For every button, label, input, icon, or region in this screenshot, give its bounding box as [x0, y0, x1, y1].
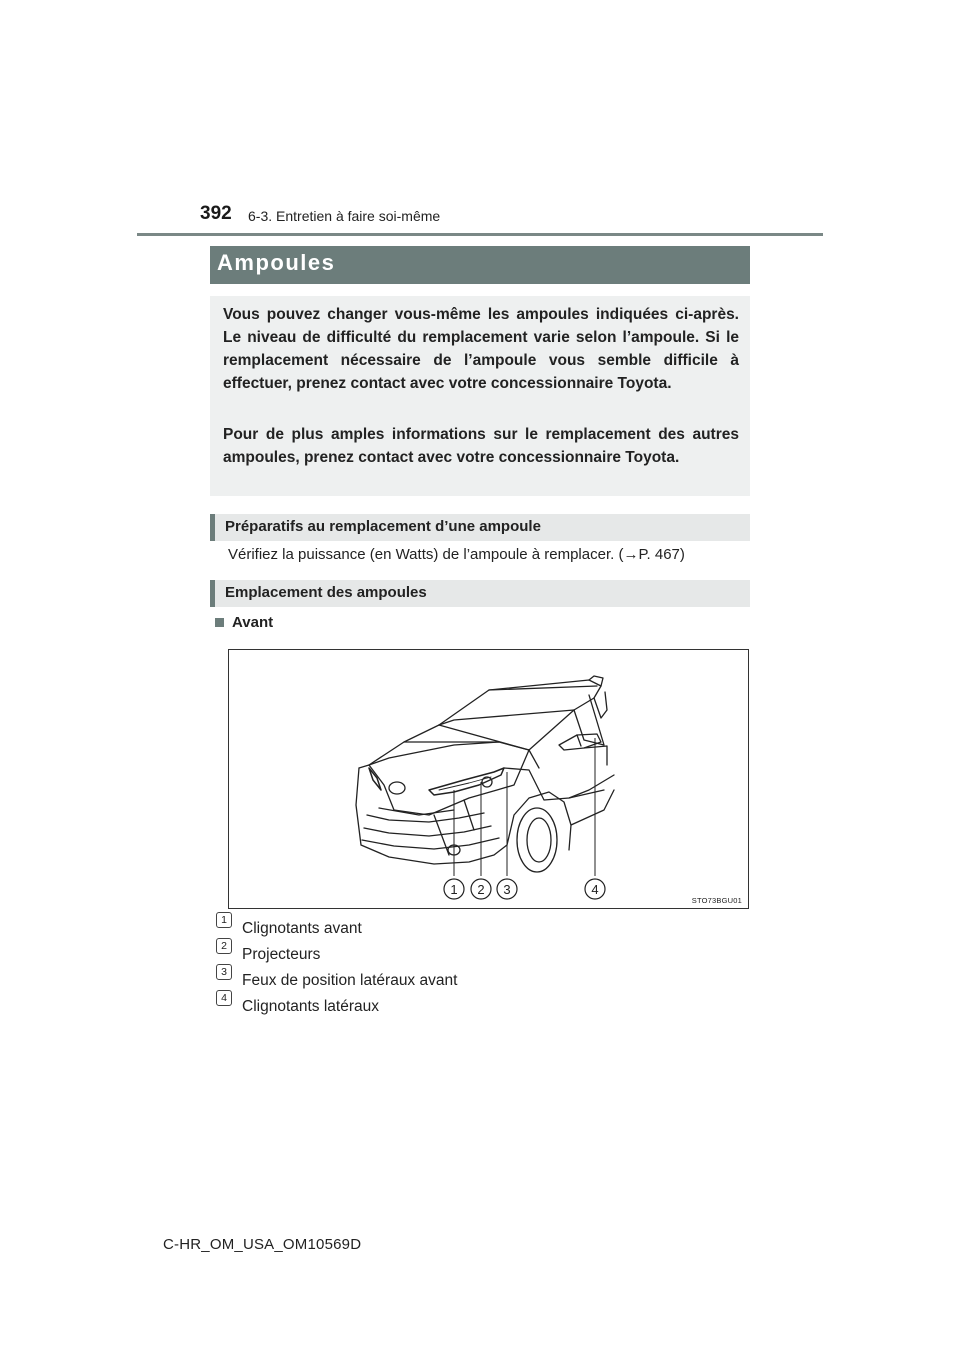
document-code-footer: C-HR_OM_USA_OM10569D	[163, 1236, 362, 1253]
intro-paragraph-1: Vous pouvez changer vous-même les ampoules indiquées ci-après. Le niveau de difficulté du remplacement varie selon l’ampoule. Si le remplacement nécessaire de l’ampoule vous semble difficile à effectuer, prenez contact avec votre concessionnaire Toyota.	[223, 306, 739, 392]
legend-label: Clignotants avant	[242, 920, 362, 937]
page-number: 392	[200, 203, 232, 224]
location-heading: Emplacement des ampoules	[225, 584, 427, 601]
subsection-avant	[215, 614, 273, 631]
intro-box	[210, 296, 750, 496]
callout-label-1: 1	[450, 882, 458, 897]
number-badge-icon: 4	[216, 990, 232, 1006]
callout-label-2: 2	[477, 882, 485, 897]
car-front-illustration	[228, 649, 749, 909]
legend-label: Clignotants latéraux	[242, 998, 379, 1015]
location-heading-bar	[210, 580, 750, 607]
car-drawing	[229, 650, 750, 910]
callout-label-3: 3	[503, 882, 511, 897]
section-breadcrumb: 6-3. Entretien à faire soi-même	[248, 208, 441, 224]
prep-heading-bar	[210, 514, 750, 541]
square-bullet-icon	[215, 618, 224, 627]
legend-label: Feux de position latéraux avant	[242, 972, 458, 989]
page-title: Ampoules	[217, 250, 336, 275]
number-badge-icon: 2	[216, 938, 232, 954]
figure-code: STO73BGU01	[691, 896, 742, 905]
subsection-label: Avant	[232, 614, 274, 631]
intro-paragraph-2: Pour de plus amples informations sur le remplacement des autres ampoules, prenez contact avec votre concessionnaire Toyota.	[223, 426, 739, 466]
callout-label-4: 4	[591, 882, 599, 897]
number-badge-icon: 3	[216, 964, 232, 980]
number-badge-icon: 1	[216, 912, 232, 928]
prep-heading: Préparatifs au remplacement d’une ampoule	[225, 518, 541, 535]
page-title-bar	[210, 246, 750, 284]
header-divider	[137, 233, 823, 236]
prep-text: Vérifiez la puissance (en Watts) de l’ampoule à remplacer. (→P. 467)	[228, 546, 685, 563]
legend-label: Projecteurs	[242, 946, 321, 963]
